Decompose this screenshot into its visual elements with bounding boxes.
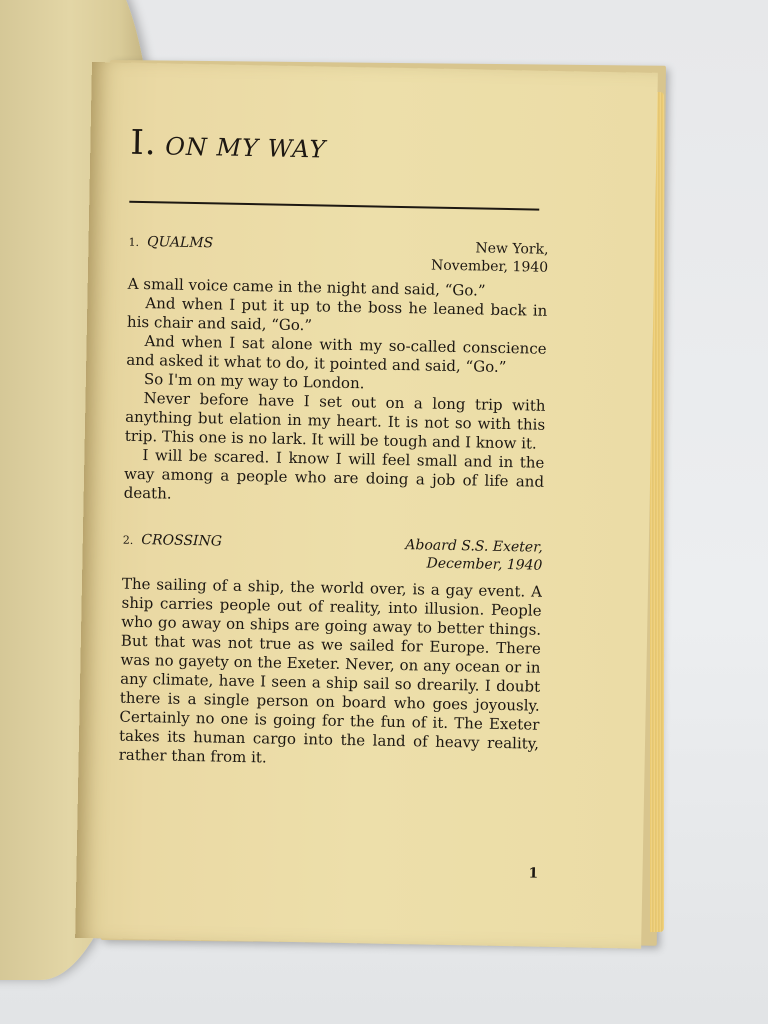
section-title	[123, 531, 222, 552]
page-number: 1	[528, 865, 539, 882]
section-title	[128, 233, 213, 254]
section-name: CROSSING	[141, 532, 223, 550]
section-dateline	[405, 536, 543, 575]
right-page	[75, 62, 658, 949]
dateline-date: December, 1940	[426, 555, 543, 574]
chapter-title	[130, 123, 551, 171]
paragraph: The sailing of a ship, the world over, is a gay event. A ship carries people out of reality, into illusion. People who go away on ships are going away to better things. But that was not true as we sailed for Europe. There was no gayety on the Exeter. Never, on any ocean or in any climate, have I seen a ship sail so drearily. I doubt there is a single person on board who goes joyously. Certainly no one is going for the fun of it. The Exeter takes its human cargo into the land of heavy reality, rather than from it.	[118, 574, 543, 767]
paragraph: So I'm on my way to London.	[143, 370, 365, 393]
section-header	[122, 531, 543, 575]
chapter-rule	[129, 201, 539, 211]
paragraph: And when I sat alone with my so-called conscience and asked it what to do, it pointed and said, “Go.”	[126, 332, 547, 377]
section-dateline	[431, 239, 549, 277]
section-crossing	[119, 531, 543, 773]
section-body	[124, 275, 548, 511]
dateline-place: Aboard S.S. Exeter,	[405, 537, 543, 556]
paragraph: I will be scared. I know I will feel small and in the way among a people who are doing a job of life and death.	[123, 446, 545, 503]
dateline-place: New York,	[475, 240, 549, 258]
chapter-name: ON MY WAY	[165, 132, 327, 164]
section-qualms	[124, 233, 549, 511]
dateline-date: November, 1940	[430, 257, 549, 276]
section-name: QUALMS	[146, 234, 214, 252]
paragraph: And when I put it up to the boss he leaned back in his chair and said, “Go.”	[126, 294, 548, 335]
section-number: 2.	[122, 533, 134, 547]
chapter-number: I.	[130, 122, 158, 164]
section-header	[128, 233, 549, 277]
section-number: 1.	[128, 235, 140, 249]
section-body	[119, 575, 543, 773]
paragraph: Never before have I set out on a long trip with anything but elation in my heart. It is not so with this trip. This one is no lark. It will be tough and I know it.	[124, 389, 546, 453]
paragraph: A small voice came in the night and said, “Go.”	[127, 274, 486, 300]
page-content	[118, 122, 551, 882]
